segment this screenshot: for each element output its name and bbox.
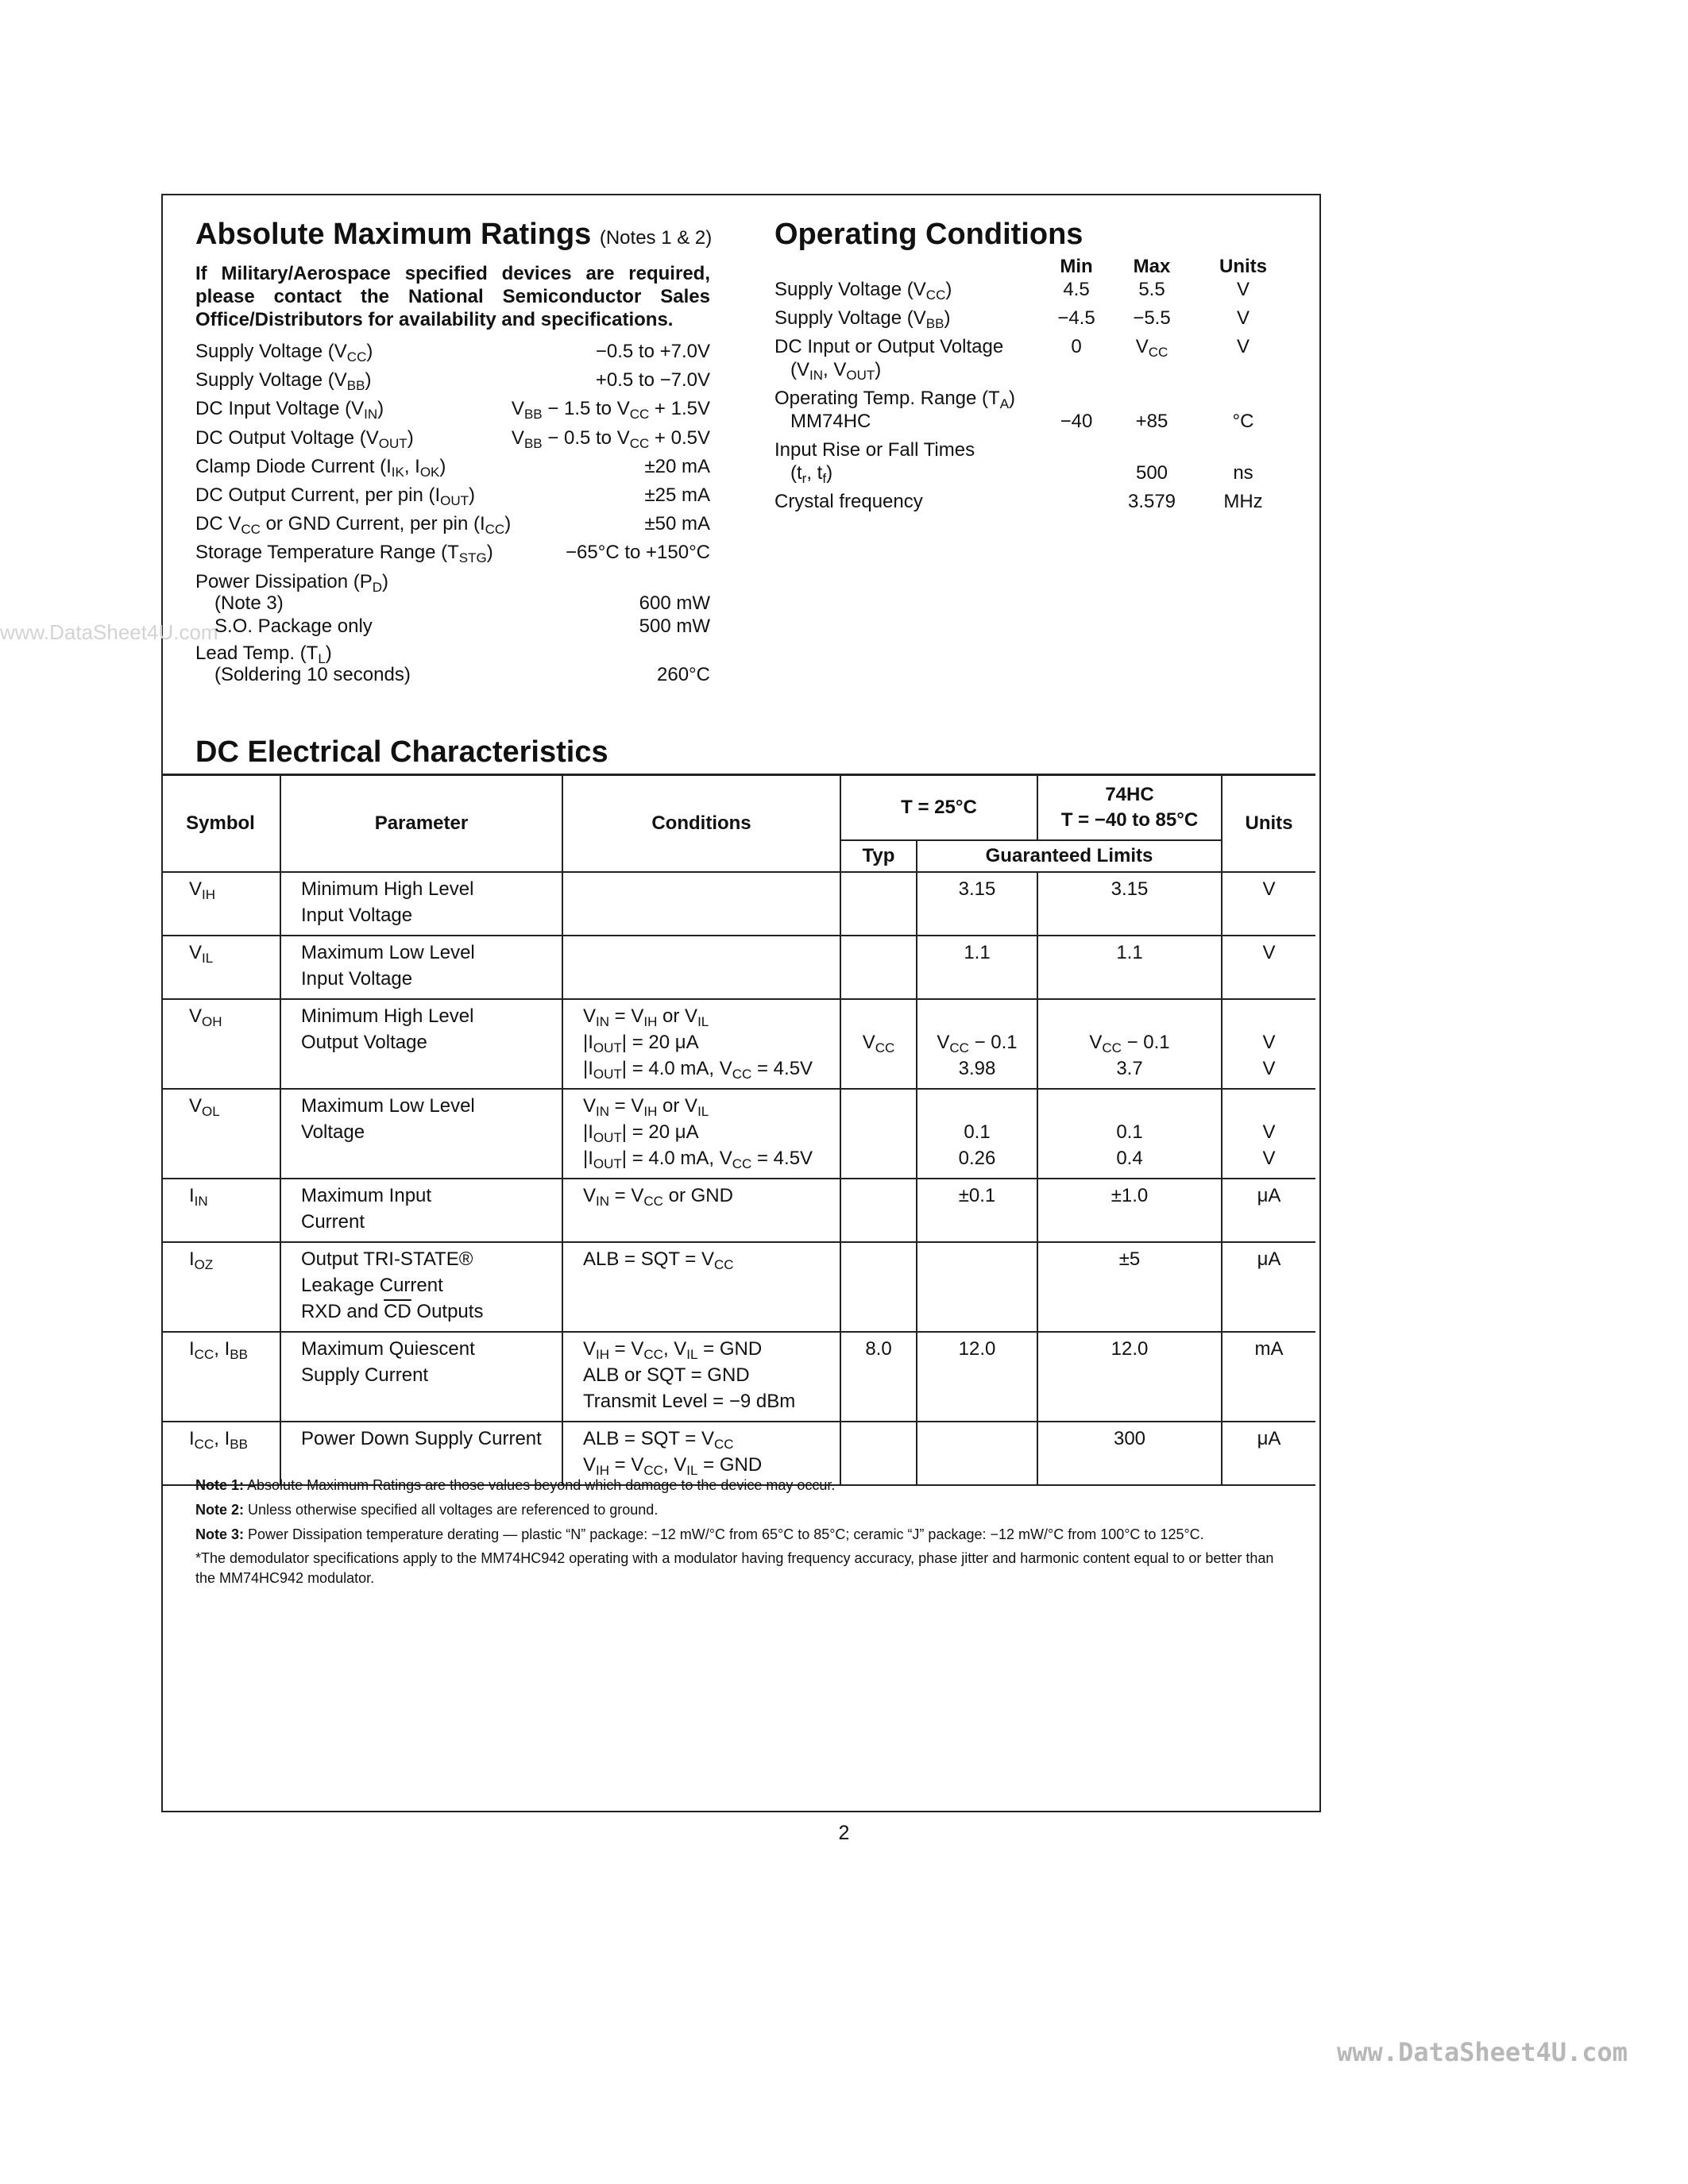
amr-subrow: S.O. Package only 500 mW [214,615,710,637]
oc-row: Supply Voltage $(V_{BB})$ −4.5 −5.5 V [774,307,1250,331]
oc-row: DC Input or Output Voltage ($V_{IN}$, $V_{OUT}$) 0 $V_{CC}$ V [774,336,1250,383]
watermark: www.DataSheet4U.com [0,620,218,644]
dc-header-typ: Typ [840,840,917,872]
note-star: *The demodulator specifications apply to the MM74HC942 operating with a modulator having frequency accuracy, phase jitter and harmonic content equal to or better than the MM74HC942 modulator. [195,1550,1274,1586]
amr-row: DC $V_{CC}$ or GND Current, per pin $(I_{CC})$ ±50 mA [195,513,710,538]
table-row: $V_{IH}$ Minimum High Level Input Voltage 3.15 3.15 V [161,872,1315,936]
amr-section [195,262,710,686]
amr-title-note: (Notes 1 & 2) [599,227,713,249]
dc-header-symbol: Symbol [161,775,280,872]
notes [195,1473,1292,1588]
amr-row: DC Output Current, per pin $(I_{OUT})$ ±25 mA [195,484,710,509]
dc-header-74hc: 74HC T = −40 to 85°C [1037,775,1222,840]
dc-header-units: Units [1222,775,1315,872]
oc-section [774,256,1291,513]
note-2: Note 2: Unless otherwise specified all voltages are referenced to ground. [195,1502,659,1518]
table-row: $V_{OL}$ Maximum Low Level Voltage $V_{IN} = V_{IH}$ or $V_{IL}$ $|I_{OUT}| = 20$ μA $|I_{OUT}| = 4.0$ mA, $V_{CC} = 4.5V$ 0.1 0.26 0.1 0.4 V V [161,1089,1315,1179]
note-1: Note 1: Absolute Maximum Ratings are those values beyond which damage to the device may occur. [195,1477,836,1493]
oc-row: Crystal frequency 3.579 MHz [774,491,1263,512]
table-row: $I_{CC}$, $I_{BB}$ Power Down Supply Current ALB = SQT = $V_{CC}$ $V_{IH} = V_{CC}$, $V_{IL}$ = GND 300 μA [161,1422,1315,1485]
oc-row: Operating Temp. Range $(T_A)$ MM74HC −40 +85 °C [774,388,1254,432]
amr-row: Power Dissipation $(P_D)$ [195,570,389,595]
table-row: $I_{OZ}$ Output TRI-STATE® Leakage Current RXD and $\overline{CD}$ Outputs ALB = SQT = $V_{CC}$ ±5 μA [161,1242,1315,1332]
dc-header-parameter: Parameter [280,775,562,872]
table-row: $V_{OH}$ Minimum High Level Output Voltage $V_{IN} = V_{IH}$ or $V_{IL}$ $|I_{OUT}| = 20$ μA $|I_{OUT}| = 4.0$ mA, $V_{CC} = 4.5V$ $V_{CC}$ $V_{CC} - 0.1$ 3.98 $V_{CC} - 0.1$ 3.7 V V [161,999,1315,1089]
oc-header-min: Min [1060,256,1093,277]
amr-title-text: Absolute Maximum Ratings [195,218,592,251]
page-number: 2 [838,1822,850,1844]
dc-title: DC Electrical Characteristics [195,735,608,769]
note-3: Note 3: Power Dissipation temperature derating — plastic “N” package: −12 mW/°C from 65°C to 85°C; ceramic “J” package: −12 mW/°C from 100°C to 125°C. [195,1526,1204,1542]
amr-row: DC Output Voltage $(V_{OUT})$ $V_{BB} - 0.5$ to $V_{CC} + 0.5V$ [195,426,710,451]
dc-header-guaranteed: Guaranteed Limits [917,840,1222,872]
oc-title: Operating Conditions [774,218,1083,251]
military-notice: If Military/Aerospace specified devices are required, please contact the National Semiconductor Sales Office/Distributors for availability and specifications. [195,263,710,330]
table-row: $V_{IL}$ Maximum Low Level Input Voltage 1.1 1.1 V [161,936,1315,999]
amr-title [195,218,712,252]
amr-subrow: (Soldering 10 seconds) 260°C [214,664,710,686]
oc-header-units: Units [1219,256,1267,277]
dc-header-conditions: Conditions [562,775,840,872]
table-row: $I_{CC}$, $I_{BB}$ Maximum Quiescent Supply Current $V_{IH} = V_{CC}$, $V_{IL}$ = GND ALB or SQT = GND Transmit Level = −9 dBm 8.0 12.0 12.0 mA [161,1332,1315,1422]
footer-watermark: www.DataSheet4U.com [1337,2037,1628,2067]
oc-header-max: Max [1133,256,1171,277]
amr-subrow: (Note 3) 600 mW [214,592,710,614]
amr-row: Storage Temperature Range $(T_{STG})$ −65°C to +150°C [195,542,710,566]
amr-row: DC Input Voltage $(V_{IN})$ $V_{BB} - 1.5$ to $V_{CC} + 1.5V$ [195,398,710,423]
oc-row: Input Rise or Fall Times ($t_r$, $t_f$) 500 ns [774,439,1253,486]
table-row: $I_{IN}$ Maximum Input Current $V_{IN} = V_{CC}$ or GND ±0.1 ±1.0 μA [161,1179,1315,1242]
dc-header-t25: T = 25°C [840,775,1037,840]
amr-row: Clamp Diode Current ($I_{IK}$, $I_{OK}$) ±20 mA [195,455,710,480]
amr-row: Lead Temp. $(T_L)$ [195,642,332,666]
amr-row: Supply Voltage $(V_{CC})$ −0.5 to +7.0V [195,341,710,365]
dc-table [161,774,1315,1486]
oc-table [774,256,1291,513]
oc-row: Supply Voltage $(V_{CC})$ 4.5 5.5 V [774,279,1250,303]
amr-row: Supply Voltage $(V_{BB})$ +0.5 to −7.0V [195,369,710,394]
